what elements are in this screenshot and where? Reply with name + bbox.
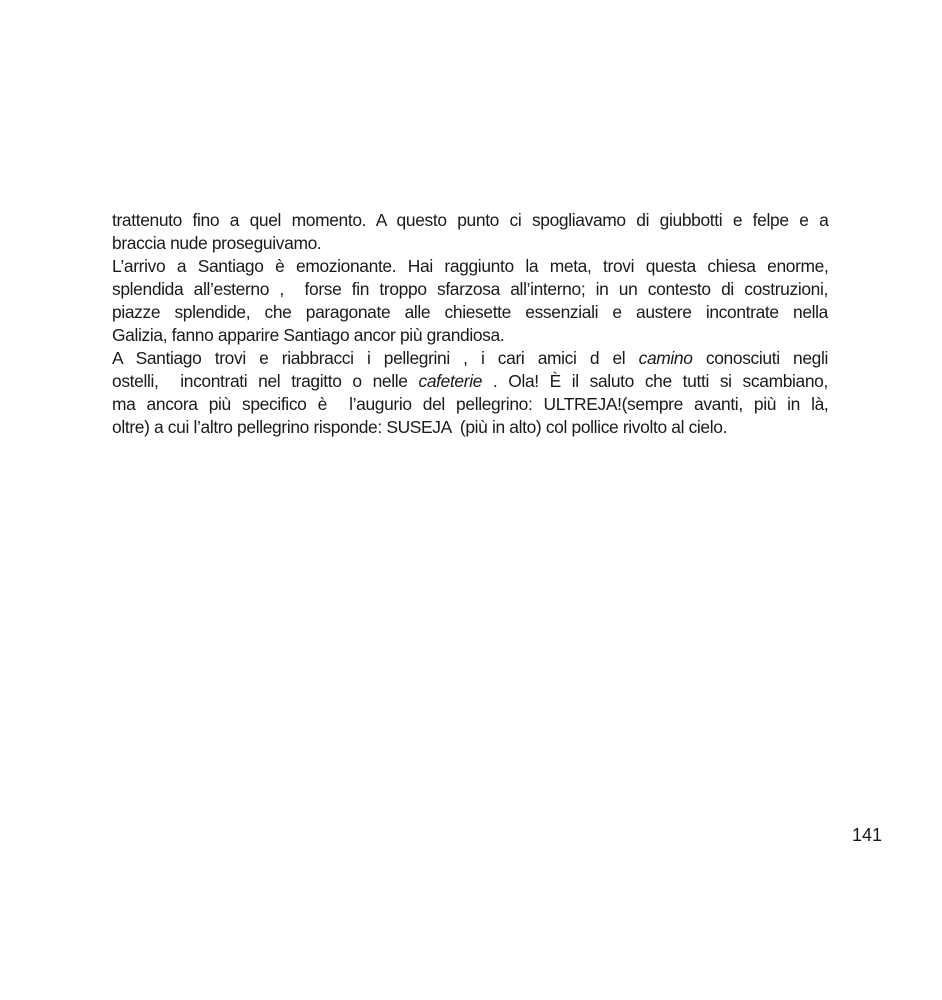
text-line: splendida all’esterno , forse fin troppo sfarzosa all’interno; in un contesto di costruzioni, [112,279,828,299]
text-line: Galizia, fanno apparire Santiago ancor più grandiosa. [112,325,505,345]
body-text [112,209,828,439]
text-line: L’arrivo a Santiago è emozionante. Hai raggiunto la meta, trovi questa chiesa enorme, [112,256,829,276]
text-line: ma ancora più specifico è l’augurio del pellegrino: ULTREJA!(sempre avanti, più in là, [112,394,829,414]
text-line: oltre) a cui l’altro pellegrino risponde: SUSEJA (più in alto) col pollice rivolto al cielo. [112,417,728,437]
text-line: ostelli, incontrati nel tragitto o nelle cafeterie . Ola! È il saluto che tutti si scambiano, [112,371,828,391]
italic-term-cafeterie: cafeterie [418,371,483,391]
text-line: braccia nude proseguivamo. [112,233,322,253]
text-line: piazze splendide, che paragonate alle chiesette essenziali e austere incontrate nella [112,302,828,322]
page-number: 141 [852,825,883,845]
text-line: A Santiago trovi e riabbracci i pellegrini , i cari amici d el camino conosciuti negli [112,348,829,368]
text-line: trattenuto fino a quel momento. A questo punto ci spogliavamo di giubbotti e felpe e a [112,210,829,230]
italic-term-camino: camino [638,348,693,368]
